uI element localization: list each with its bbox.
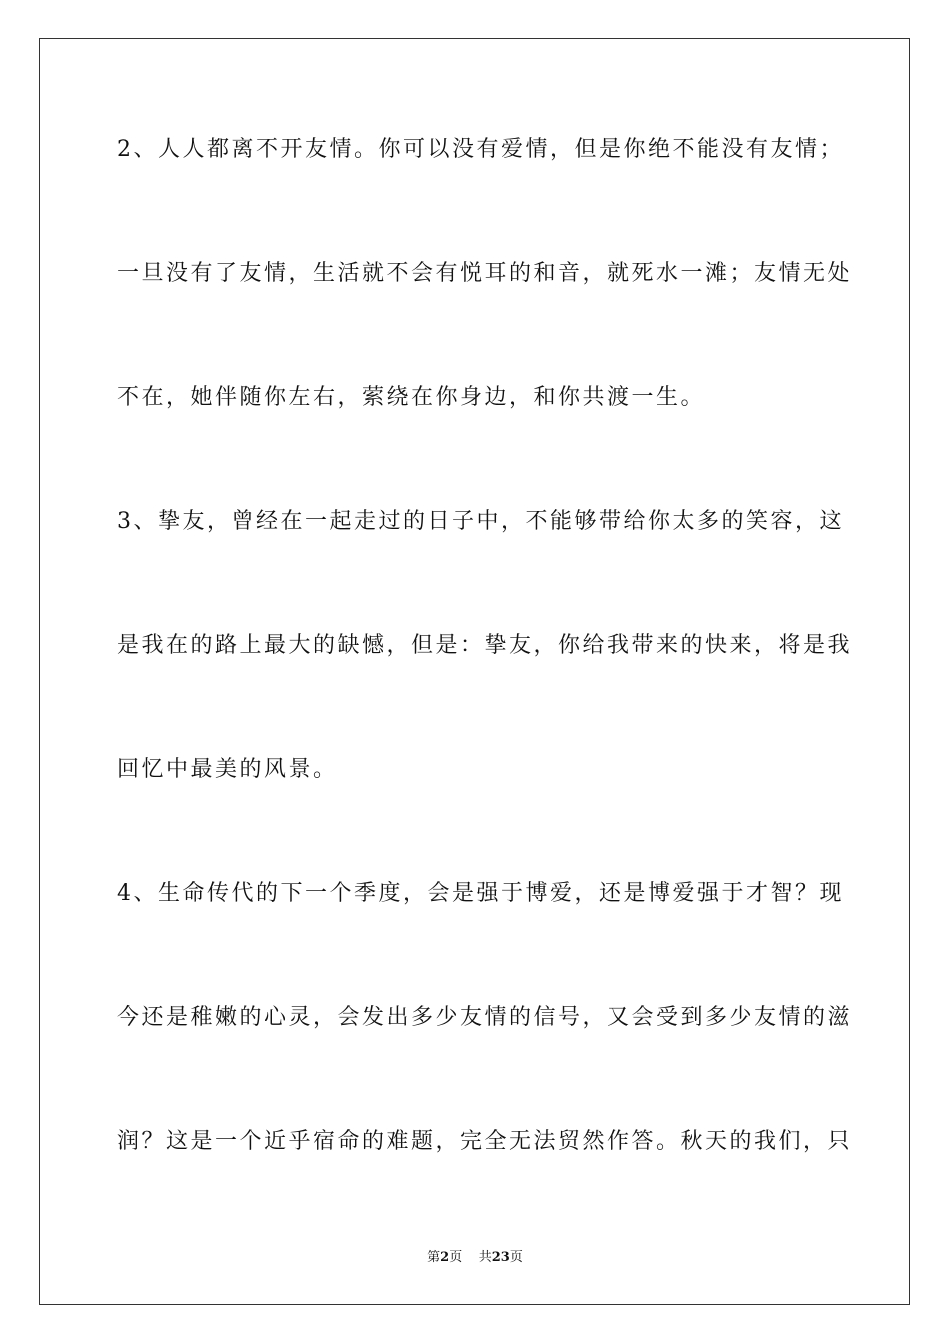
text-line: 回忆中最美的风景。	[117, 757, 338, 782]
total-suffix: 页	[509, 1250, 523, 1265]
total-prefix: 共	[478, 1250, 492, 1265]
total-pages: 23	[491, 1250, 510, 1265]
page-prefix: 第	[427, 1250, 441, 1265]
text-line: 不在，她伴随你左右，萦绕在你身边，和你共渡一生。	[117, 385, 706, 410]
text-line: 是我在的路上最大的缺憾，但是：挚友，你给我带来的快来，将是我	[117, 633, 853, 658]
text-line: 今还是稚嫩的心灵，会发出多少友情的信号，又会受到多少友情的滋	[117, 1005, 853, 1030]
text-line: 一旦没有了友情，生活就不会有悦耳的和音，就死水一滩；友情无处	[117, 261, 853, 286]
document-body	[117, 128, 853, 1244]
text-line: 4、生命传代的下一个季度，会是强于博爱，还是博爱强于才智？现	[117, 881, 844, 906]
page-suffix: 页	[449, 1250, 463, 1265]
text-line: 润？这是一个近乎宿命的难题，完全无法贸然作答。秋天的我们，只	[117, 1129, 853, 1154]
text-line: 2、人人都离不开友情。你可以没有爱情，但是你绝不能没有友情；	[117, 137, 844, 162]
page-footer	[0, 1246, 950, 1265]
text-line: 3、挚友，曾经在一起走过的日子中，不能够带给你太多的笑容，这	[117, 509, 844, 534]
page-number: 2	[440, 1250, 450, 1265]
